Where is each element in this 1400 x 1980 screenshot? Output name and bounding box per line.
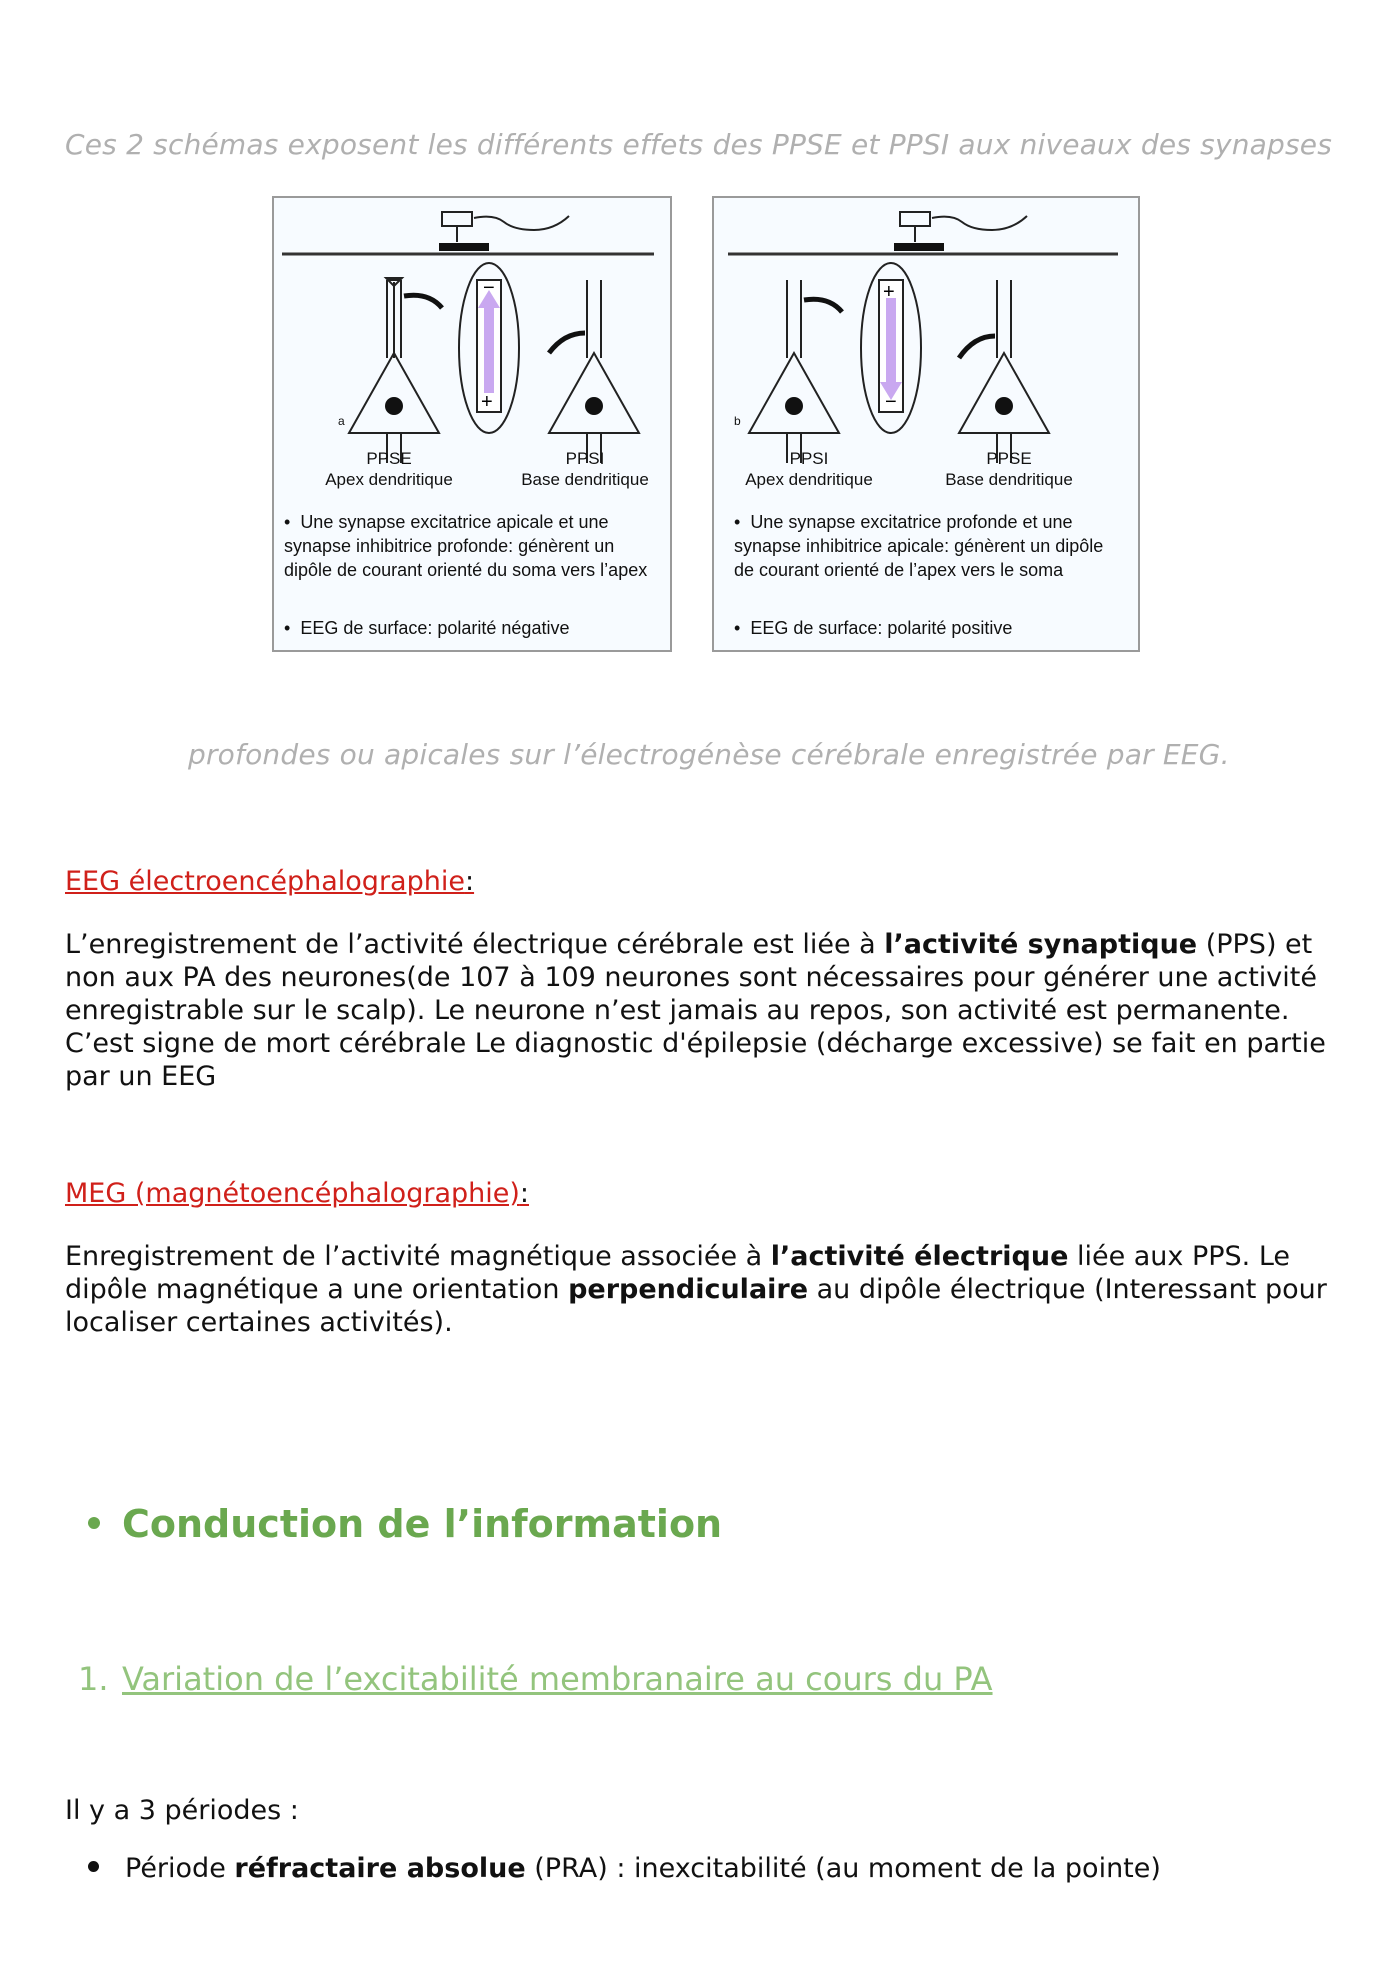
figure-caption-top: Ces 2 schémas exposent les différents effets des PPSE et PPSI aux niveaux des synapses — [65, 128, 1333, 161]
variation-subheading — [78, 1660, 993, 1698]
eeg-text-bold: l’activité synaptique — [884, 929, 1198, 960]
left-label-sub: Apex dendritique — [325, 470, 453, 489]
figure-panel-a — [272, 196, 672, 652]
right-label-sub: Base dendritique — [945, 470, 1073, 489]
meg-paragraph — [65, 1240, 1345, 1339]
meg-text-3: au dipôle électrique (Interessant pour localiser certaines activités). — [65, 1274, 1327, 1338]
svg-text:+: + — [481, 391, 493, 413]
meg-heading-colon: : — [519, 1178, 529, 1209]
conduction-heading-text: Conduction de l’information — [122, 1502, 723, 1546]
bullet-2-text: EEG de surface: polarité négative — [300, 618, 570, 638]
eeg-heading-text: EEG électroencéphalographie — [65, 866, 465, 897]
left-label-title: PPSE — [366, 449, 412, 468]
meg-text-1: Enregistrement de l’activité magnétique associée à — [65, 1241, 771, 1272]
panel-letter-b: b — [734, 414, 741, 428]
neuron-dipole-diagram-a — [274, 198, 670, 650]
bullet-1-text: Une synapse excitatrice apicale et une synapse inhibitrice profonde: génèrent un dipôle de courant orienté du soma vers l’apex — [284, 512, 648, 580]
bullet-1: • Une synapse excitatrice apicale et une synapse inhibitrice profonde: génèrent un dipôle de courant orienté du soma vers l’apex — [284, 512, 648, 580]
panel-letter-a: a — [338, 414, 345, 428]
figure-panel-b — [712, 196, 1140, 652]
figure-caption-bottom: profondes ou apicales sur l’électrogénèse cérébrale enregistrée par EEG. — [188, 738, 1230, 771]
bullet-2: • EEG de surface: polarité négative — [284, 618, 570, 638]
left-label-sub: Apex dendritique — [745, 470, 873, 489]
meg-text-bold-2: perpendiculaire — [568, 1274, 809, 1305]
variation-number: 1. — [78, 1660, 109, 1698]
svg-text:−: − — [885, 391, 897, 413]
svg-text:−: − — [483, 277, 495, 299]
bullet-2-text: EEG de surface: polarité positive — [750, 618, 1013, 638]
bullet-2: • EEG de surface: polarité positive — [734, 618, 1013, 638]
right-label-title: PPSI — [565, 449, 605, 468]
right-neuron-label — [510, 448, 660, 490]
bullet-dot-icon — [88, 1861, 99, 1872]
left-label-title: PPSI — [789, 449, 829, 468]
eeg-heading-colon: : — [464, 866, 475, 897]
right-label-title: PPSE — [986, 449, 1032, 468]
bullet-1: • Une synapse excitatrice profonde et une synapse inhibitrice apicale: génèrent un dipôle de courant orienté de l’apex vers le soma — [734, 512, 1104, 580]
left-neuron-label — [304, 448, 474, 490]
list-item-text-1: Période — [125, 1853, 235, 1884]
eeg-heading — [65, 866, 474, 897]
list-item-text-bold: réfractaire absolue — [234, 1853, 526, 1884]
list-item-text-2: (PRA) : inexcitabilité (au moment de la pointe) — [525, 1853, 1161, 1884]
meg-text-bold-1: l’activité électrique — [770, 1241, 1069, 1272]
meg-heading-text: MEG (magnétoencéphalographie) — [65, 1178, 520, 1209]
bullet-1-text: Une synapse excitatrice profonde et une synapse inhibitrice apicale: génèrent un dipôle de courant orienté de l’apex vers le soma — [734, 512, 1104, 580]
bullet-dot-icon — [88, 1517, 100, 1529]
meg-heading — [65, 1178, 529, 1209]
eeg-text-2: (PPS) et non aux PA des neurones(de 107 à 109 neurones sont nécessaires pour générer une activité enregistrable sur le scalp). Le neurone n’est jamais au repos, son activité est permanente. C’est signe de mort cérébrale Le diagnostic d'épilepsie (décharge excessive) se fait en partie par un EEG — [65, 929, 1326, 1092]
neuron-dipole-diagram-b — [714, 198, 1138, 650]
left-neuron-label — [724, 448, 894, 490]
periods-intro: Il y a 3 périodes : — [65, 1795, 299, 1826]
eeg-paragraph — [65, 928, 1345, 1093]
meg-text-2: liée aux PPS. Le dipôle magnétique a une orientation — [65, 1241, 1291, 1305]
svg-text:+: + — [883, 281, 895, 303]
conduction-heading — [88, 1502, 722, 1546]
list-item — [88, 1853, 1161, 1884]
right-neuron-label — [924, 448, 1094, 490]
eeg-text-1: L’enregistrement de l’activité électrique cérébrale est liée à — [65, 929, 885, 960]
right-label-sub: Base dendritique — [521, 470, 649, 489]
variation-text: Variation de l’excitabilité membranaire au cours du PA — [122, 1660, 993, 1698]
